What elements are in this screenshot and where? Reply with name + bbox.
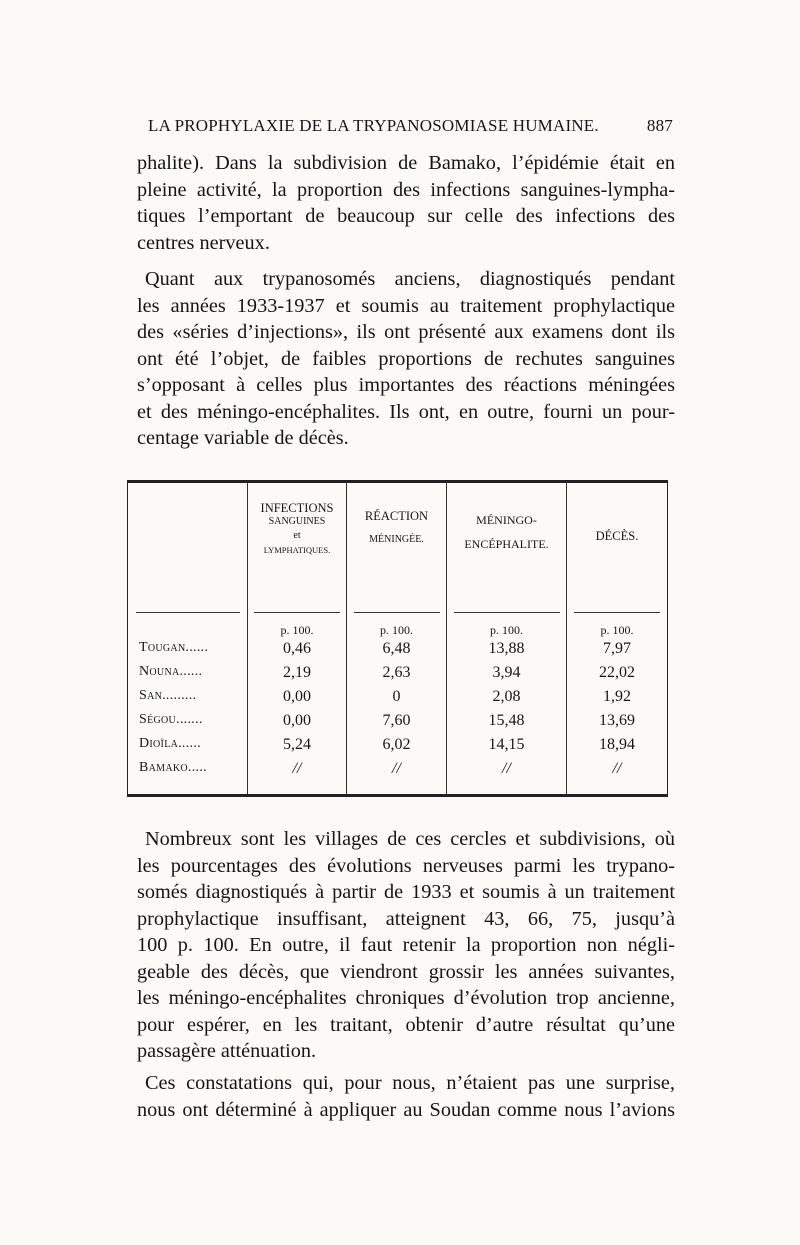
row-name: Dioïla...... (139, 736, 201, 751)
cell-value: // (502, 760, 511, 777)
text-line: s’opposant à celles plus importantes des réactions méningées (137, 374, 675, 396)
cell-value: 2,19 (283, 664, 311, 681)
header-reaction: RÉACTION MÉNINGÉE. (364, 509, 429, 545)
text-line: les années 1933-1937 et soumis au traitement prophylactique (137, 294, 675, 317)
cell-value: // (392, 760, 401, 777)
text-line: centage variable de décès. (137, 427, 349, 449)
cell-value: 0,46 (283, 640, 311, 657)
table-row (128, 640, 667, 664)
text-line: nous ont déterminé à appliquer au Soudan comme nous l’avions (137, 1098, 675, 1121)
cell-value: 3,94 (492, 664, 521, 681)
paragraph-1 (137, 150, 675, 256)
text-line: des «séries d’injections», ils ont présenté aux examens dont ils (137, 321, 675, 343)
cell-value: 2,08 (492, 688, 521, 705)
header-meningo: MÉNINGO- ENCÉPHALITE. (464, 513, 549, 551)
table-row (128, 712, 667, 736)
text-line: pour espérer, en les traitant, obtenir d’autre résultat qu’une (137, 1013, 675, 1036)
unit-label: p. 100. (280, 623, 314, 637)
row-name: Nouna...... (139, 664, 203, 679)
text-line: prophylactique insuffisant, atteignent 43, 66, 75, jusqu’à (137, 907, 675, 930)
cell-value: 18,94 (599, 736, 635, 753)
row-name: Ségou....... (139, 712, 203, 727)
text-line: ont été l’objet, de faibles proportions de rechutes sanguines (137, 347, 675, 370)
text-line: somés diagnostiqués à partir de 1933 et soumis à un traitement (137, 881, 675, 903)
paragraph-4 (137, 1070, 675, 1123)
row-name: San......... (139, 688, 197, 703)
cell-value: 15,48 (488, 712, 525, 729)
table-row (128, 760, 667, 784)
header-rule (574, 612, 660, 613)
text-line: tiques l’emportant de beaucoup sur celle des infections des (137, 205, 675, 227)
header-rule (354, 612, 440, 613)
cell-value: 14,15 (488, 736, 525, 753)
table-row (128, 688, 667, 712)
cell-value: 1,92 (603, 688, 631, 705)
cell-value: 22,02 (599, 664, 635, 681)
text-line: et des méningo-encéphalites. Ils ont, en outre, fourni un pour- (137, 400, 675, 423)
cell-value: 6,02 (382, 736, 411, 753)
table-row (128, 664, 667, 688)
header-rule (136, 612, 240, 613)
page-number: 887 (646, 116, 673, 135)
text-line: geable des décès, que viendront grossir les années suivantes, (137, 960, 675, 983)
paragraph-2 (137, 266, 675, 452)
running-header (148, 116, 673, 136)
unit-label: p. 100. (380, 623, 413, 637)
cell-value: 0,00 (283, 688, 311, 705)
text-line: pleine activité, la proportion des infections sanguines-lympha- (137, 178, 675, 201)
cell-value: 6,48 (382, 640, 411, 657)
unit-label: p. 100. (490, 623, 523, 637)
cell-value: 0 (392, 688, 401, 705)
header-infections: INFECTIONS SANGUINES et LYMPHATIQUES. (260, 501, 334, 555)
table-row (128, 736, 667, 760)
header-rule (454, 612, 560, 613)
cell-value: // (612, 760, 622, 777)
row-name: Tougan...... (139, 640, 209, 655)
text-line: les méningo-encéphalites chroniques d’évolution trop ancienne, (137, 987, 675, 1009)
paragraph-3 (137, 826, 675, 1065)
row-name: Bamako..... (139, 760, 207, 775)
unit-label: p. 100. (600, 623, 634, 637)
cell-value: 0,00 (283, 712, 311, 729)
text-line: passagère atténuation. (137, 1040, 317, 1062)
cell-value: 7,60 (382, 712, 411, 729)
text-line: 100 p. 100. En outre, il faut retenir la proportion non négli- (137, 934, 675, 956)
header-deces: DÉCÈS. (595, 529, 639, 543)
text-line: Ces constatations qui, pour nous, n’étaient pas une surprise, (145, 1072, 675, 1094)
cell-value: // (292, 760, 302, 777)
text-line: centres nerveux. (137, 231, 270, 254)
cell-value: 5,24 (283, 736, 311, 753)
text-line: les pourcentages des évolutions nerveuses parmi les trypano- (137, 854, 675, 877)
cell-value: 7,97 (603, 640, 631, 657)
text-line: Quant aux trypanosomés anciens, diagnostiqués pendant (145, 268, 675, 290)
cell-value: 2,63 (382, 664, 411, 681)
cell-value: 13,88 (488, 640, 525, 657)
cell-value: 13,69 (599, 712, 635, 729)
text-line: phalite). Dans la subdivision de Bamako, l’épidémie était en (137, 152, 675, 174)
running-title: LA PROPHYLAXIE DE LA TRYPANOSOMIASE HUMAINE. (148, 116, 599, 135)
text-line: Nombreux sont les villages de ces cercles et subdivisions, où (145, 828, 675, 850)
statistics-table (127, 480, 668, 797)
header-rule (254, 612, 340, 613)
